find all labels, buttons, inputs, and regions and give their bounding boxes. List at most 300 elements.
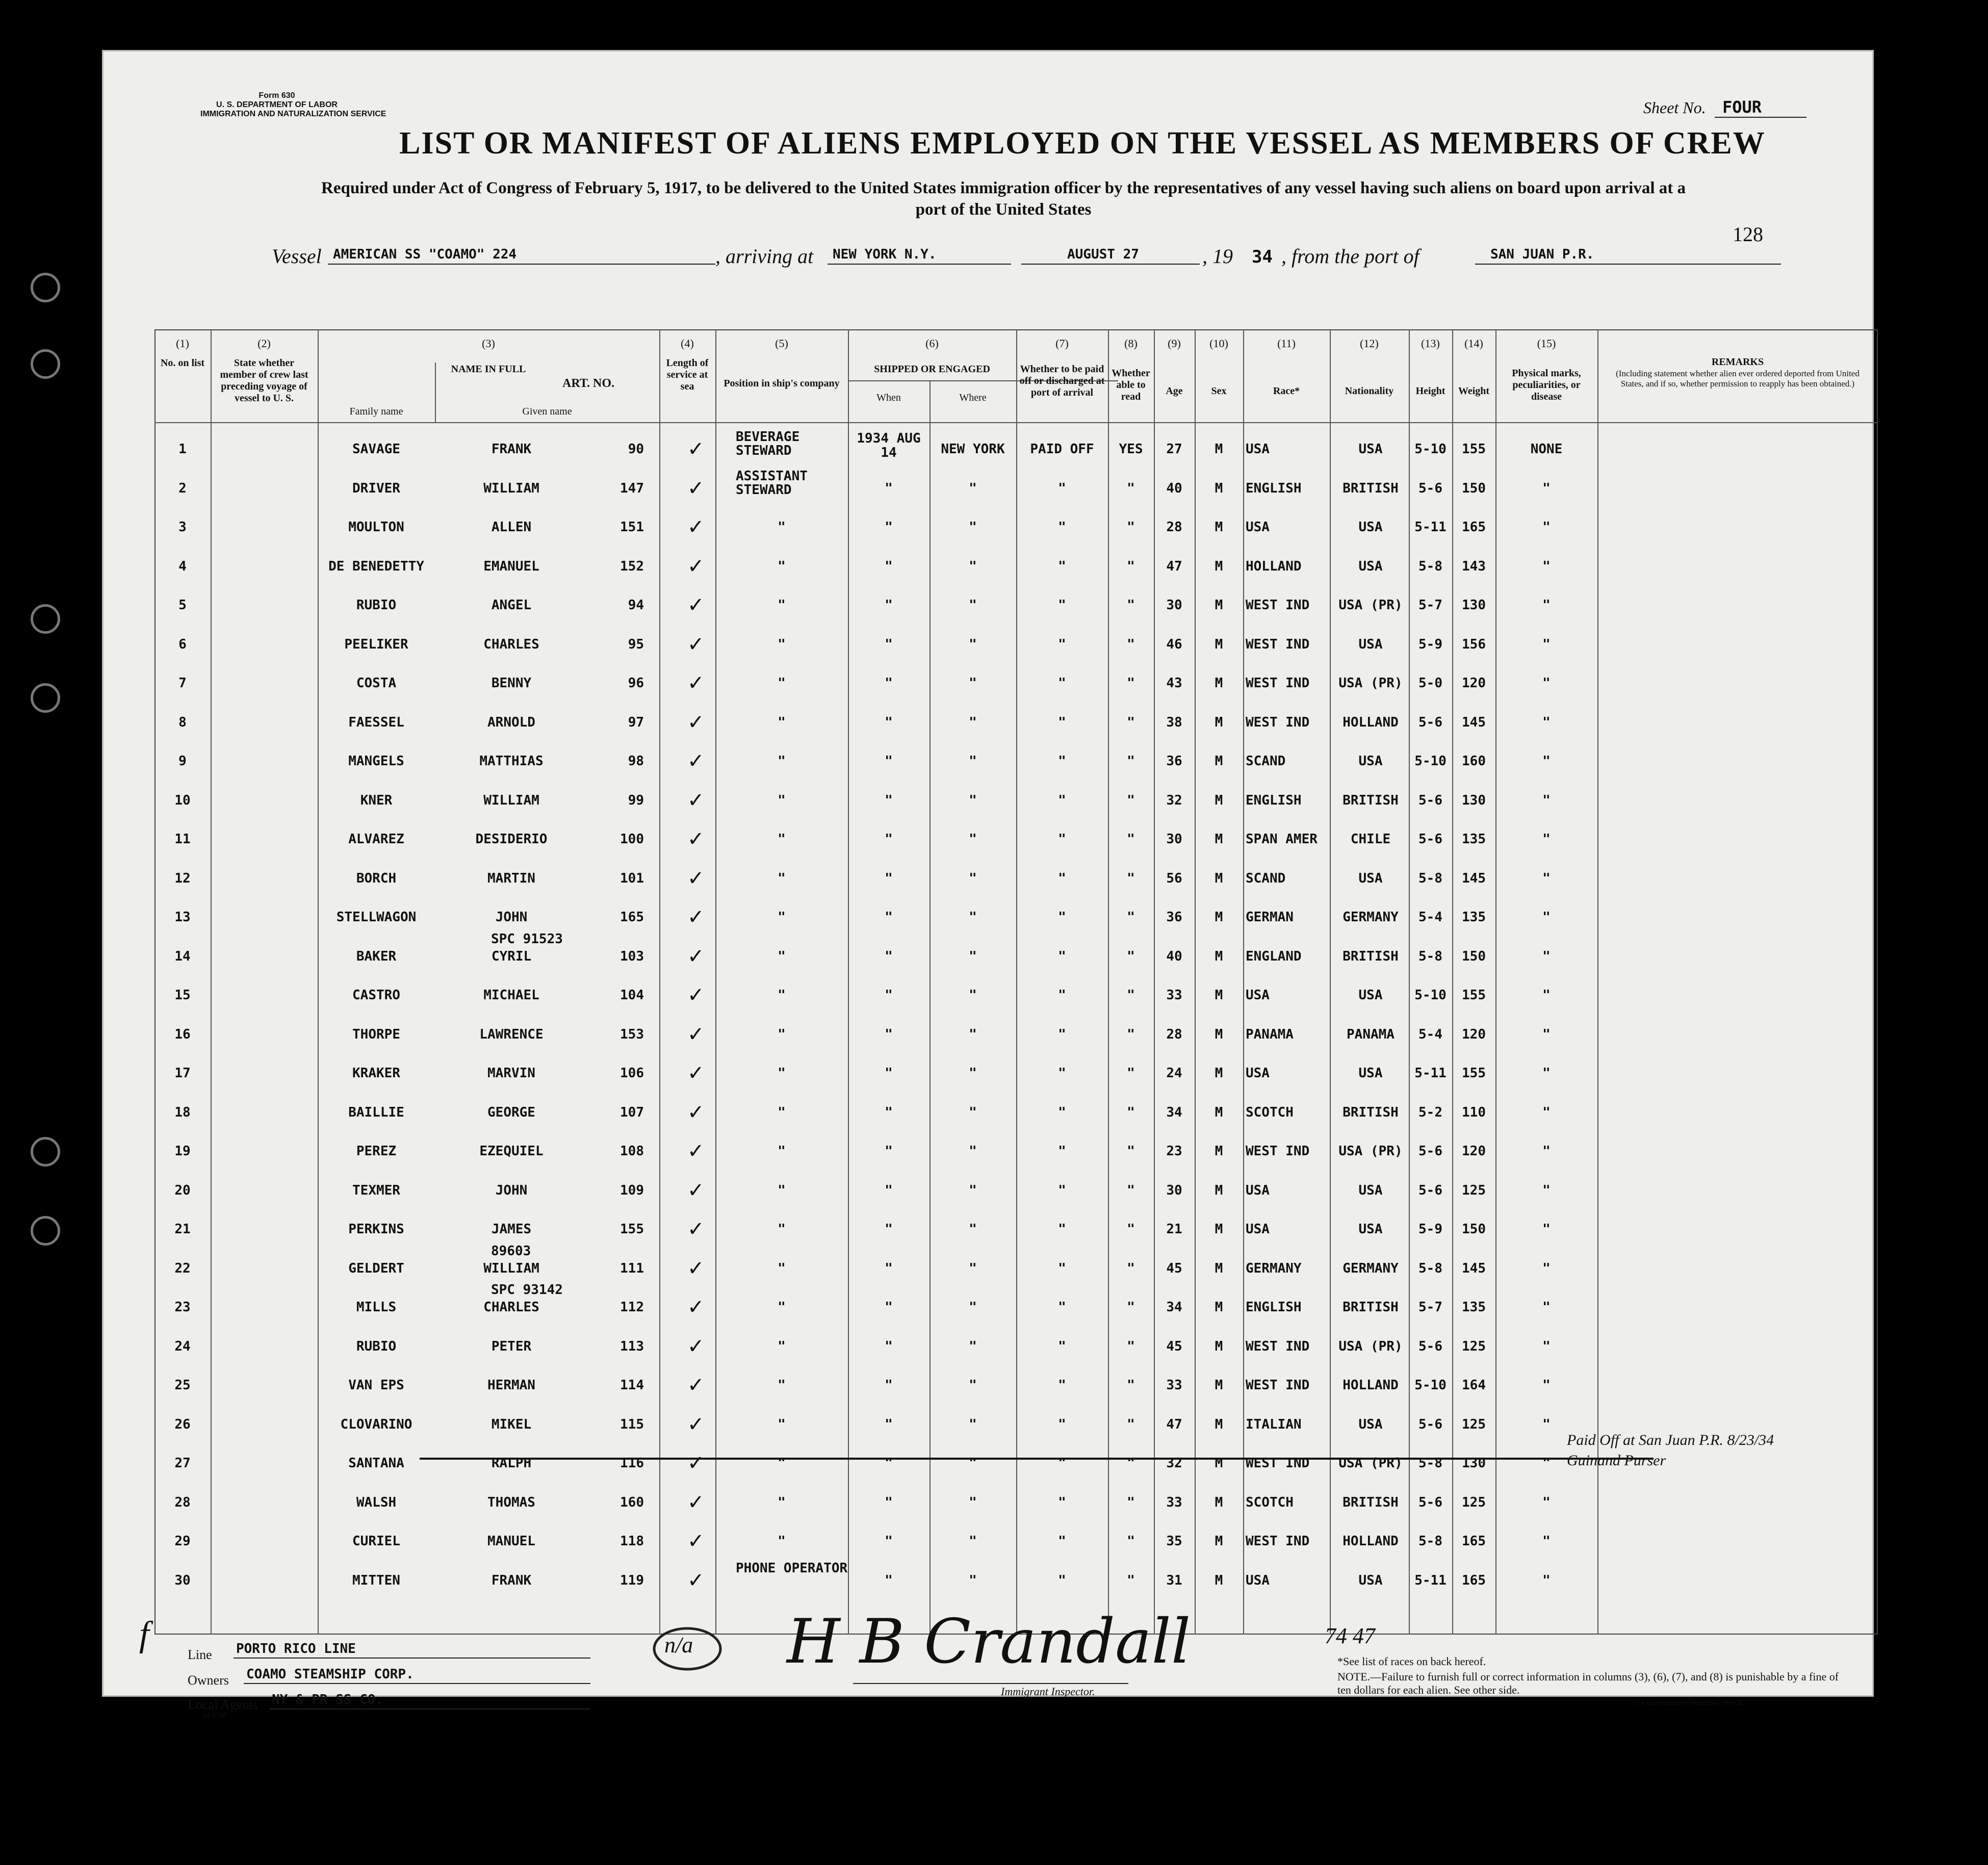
table-row: [104, 1334, 1875, 1378]
given-name: MARTIN: [487, 870, 535, 886]
shipped-when: ": [885, 1416, 893, 1432]
height: 5-6: [1418, 480, 1442, 496]
shipped-where: ": [969, 754, 977, 769]
shipped-when: ": [885, 754, 893, 769]
paid-off: ": [1058, 520, 1066, 535]
age: 34: [1166, 1104, 1182, 1120]
header-crew-status: State whether member of crew last preceding voyage of vessel to U. S.: [220, 357, 308, 404]
position: ": [778, 1378, 786, 1393]
penalty-note: NOTE.—Failure to furnish full or correct information in columns (3), (6), (7), and (8) is punishable by a fine of ten dollars for each alien. See other side.: [1337, 1670, 1839, 1696]
physical-marks: ": [1542, 1104, 1551, 1120]
shipped-when: ": [885, 480, 893, 496]
weight: 110: [1462, 1104, 1486, 1120]
table-row: [104, 1243, 1875, 1300]
col-num-2: (2): [257, 337, 271, 350]
height: 5-8: [1418, 558, 1442, 574]
able-to-read: ": [1127, 480, 1135, 496]
shipped-when: ": [885, 1300, 893, 1315]
art-number: 107: [620, 1104, 644, 1120]
family-name: SAVAGE: [352, 442, 400, 457]
line-underline: [234, 1657, 590, 1659]
age: 30: [1166, 598, 1182, 613]
race: ENGLISH: [1246, 792, 1302, 808]
physical-marks: ": [1542, 1026, 1551, 1042]
nationality: USA: [1358, 988, 1383, 1003]
physical-marks: ": [1542, 910, 1551, 925]
department-name: U. S. DEPARTMENT OF LABOR: [216, 100, 338, 109]
position: PHONE OPERATOR: [736, 1560, 848, 1576]
position: ": [778, 1026, 786, 1042]
check-mark-icon: ✓: [687, 866, 705, 890]
shipped-when: ": [885, 832, 893, 847]
shipped-where: ": [969, 1144, 977, 1159]
race: USA: [1246, 988, 1270, 1003]
nationality: USA: [1358, 1182, 1383, 1198]
check-mark-icon: ✓: [687, 827, 705, 851]
physical-marks: ": [1542, 636, 1551, 652]
art-number: 99: [628, 792, 644, 808]
able-to-read: ": [1127, 1572, 1135, 1588]
position: ": [778, 754, 786, 769]
shipped-where: ": [969, 1572, 977, 1588]
check-mark-icon: ✓: [687, 1061, 705, 1085]
check-mark-icon: ✓: [687, 788, 705, 812]
paid-off: ": [1058, 1456, 1066, 1471]
shipped-when: ": [885, 1026, 893, 1042]
shipped-when: ": [885, 1144, 893, 1159]
age: 33: [1166, 1494, 1182, 1510]
shipped-when: ": [885, 714, 893, 730]
nationality: GERMANY: [1342, 910, 1399, 925]
position: ": [778, 988, 786, 1003]
row-number: 20: [174, 1182, 191, 1198]
family-name: WALSH: [356, 1494, 397, 1510]
nationality: BRITISH: [1342, 948, 1399, 964]
given-name: MIKEL: [491, 1416, 532, 1432]
vessel-underline: [328, 264, 715, 265]
check-mark-icon: ✓: [687, 1296, 705, 1319]
shipped-when: ": [885, 1456, 893, 1471]
row-number: 16: [174, 1026, 191, 1042]
given-name: MANUEL: [487, 1534, 535, 1549]
paid-off: ": [1058, 792, 1066, 808]
position: ": [778, 1416, 786, 1432]
art-number: 112: [620, 1300, 644, 1315]
given-name: ALLEN: [491, 520, 532, 535]
age: 27: [1166, 442, 1182, 457]
race: GERMAN: [1246, 910, 1294, 925]
shipped-when: ": [885, 870, 893, 886]
shipped-where: ": [969, 714, 977, 730]
given-name: CYRIL: [491, 948, 532, 964]
family-name: VAN EPS: [348, 1378, 404, 1393]
check-mark-icon: ✓: [687, 476, 705, 500]
family-name: SANTANA: [348, 1456, 404, 1471]
service-name: IMMIGRATION AND NATURALIZATION SERVICE: [200, 110, 386, 118]
art-number: 101: [620, 870, 644, 886]
check-mark-icon: ✓: [687, 1452, 705, 1475]
able-to-read: ": [1127, 598, 1135, 613]
height: 5-6: [1418, 1416, 1442, 1432]
check-mark-icon: ✓: [687, 632, 705, 656]
table-row: [104, 515, 1875, 558]
strike-through-line: [420, 1458, 1654, 1460]
check-mark-icon: ✓: [687, 1568, 705, 1592]
printer-credit: U. S. GOVERNMENT PRINTING OFFICE: [1633, 1699, 1743, 1706]
family-name: THORPE: [352, 1026, 400, 1042]
shipped-where: ": [969, 1026, 977, 1042]
row-number: 14: [174, 948, 191, 964]
given-name: WILLIAM: [483, 480, 539, 496]
height: 5-10: [1414, 988, 1447, 1003]
race: PANAMA: [1246, 1026, 1294, 1042]
shipped-when: ": [885, 1338, 893, 1354]
able-to-read: ": [1127, 1534, 1135, 1549]
position: ": [778, 948, 786, 964]
height: 5-8: [1418, 1456, 1442, 1471]
signature-underline: [853, 1683, 1128, 1684]
col-num-6: (6): [925, 337, 939, 350]
family-name: DRIVER: [352, 480, 400, 496]
height: 5-8: [1418, 1534, 1442, 1549]
arrival-date: AUGUST 27: [1067, 247, 1139, 262]
arriving-label: , arriving at: [715, 245, 814, 268]
nationality: USA (PR): [1338, 676, 1403, 691]
family-name: TEXMER: [352, 1182, 400, 1198]
sex: M: [1215, 1144, 1223, 1159]
given-name: PETER: [491, 1338, 532, 1354]
age: 36: [1166, 754, 1182, 769]
height: 5-8: [1418, 1260, 1442, 1276]
weight: 120: [1462, 676, 1486, 691]
vessel-label: Vessel: [272, 245, 322, 268]
height: 5-6: [1418, 1144, 1442, 1159]
race: WEST IND: [1246, 1378, 1310, 1393]
able-to-read: ": [1127, 1338, 1135, 1354]
line-value: PORTO RICO LINE: [236, 1641, 356, 1656]
weight: 150: [1462, 948, 1486, 964]
table-row: [104, 1560, 1875, 1612]
height: 5-0: [1418, 676, 1442, 691]
age: 46: [1166, 636, 1182, 652]
physical-marks: ": [1542, 1222, 1551, 1237]
header-name-in-full: NAME IN FULL: [451, 364, 526, 375]
position: ": [778, 1300, 786, 1315]
position: ": [778, 1066, 786, 1081]
arriving-port: NEW YORK N.Y.: [833, 247, 937, 262]
shipped-where: ": [969, 910, 977, 925]
check-mark-icon: ✓: [687, 1374, 705, 1397]
race: ENGLISH: [1246, 480, 1302, 496]
age: 30: [1166, 1182, 1182, 1198]
race: ENGLISH: [1246, 1300, 1302, 1315]
paid-off: ": [1058, 948, 1066, 964]
family-name: ALVAREZ: [348, 832, 404, 847]
paid-off: ": [1058, 1416, 1066, 1432]
race: WEST IND: [1246, 1338, 1310, 1354]
age: 33: [1166, 988, 1182, 1003]
age: 31: [1166, 1572, 1182, 1588]
shipped-when: ": [885, 1494, 893, 1510]
age: 24: [1166, 1066, 1182, 1081]
nationality: USA (PR): [1338, 598, 1403, 613]
table-row: [104, 866, 1875, 910]
physical-marks: ": [1542, 792, 1551, 808]
race: WEST IND: [1246, 1144, 1310, 1159]
position: ": [778, 1338, 786, 1354]
shipped-when: ": [885, 558, 893, 574]
family-name: RUBIO: [356, 1338, 397, 1354]
race-note: *See list of races on back hereof.: [1337, 1655, 1486, 1668]
row-number: 6: [178, 636, 187, 652]
table-row: [104, 1282, 1875, 1338]
given-name: RALPH: [491, 1456, 532, 1471]
family-name: MILLS: [356, 1300, 397, 1315]
paid-off: ": [1058, 754, 1066, 769]
row-number: 15: [174, 988, 191, 1003]
given-name: LAWRENCE: [479, 1026, 544, 1042]
row-number: 3: [178, 520, 187, 535]
check-mark-icon: ✓: [687, 710, 705, 734]
race: WEST IND: [1246, 1534, 1310, 1549]
remark-handwritten: Paid Off at San Juan P.R. 8/23/34 Guinand Purser: [1567, 1432, 1774, 1469]
row-number: 30: [174, 1572, 191, 1588]
shipped-where: ": [969, 988, 977, 1003]
row-number: 4: [178, 558, 187, 574]
race: USA: [1246, 442, 1270, 457]
position: ": [778, 1534, 786, 1549]
race: USA: [1246, 1572, 1270, 1588]
race: WEST IND: [1246, 1456, 1310, 1471]
nationality: CHILE: [1350, 832, 1391, 847]
art-number: 98: [628, 754, 644, 769]
subtitle-line-1: Required under Act of Congress of February 5, 1917, to be delivered to the United States immigration officer by the representatives of any vessel having such aliens on board upon arrival at a: [321, 179, 1686, 197]
weight: 135: [1462, 1300, 1486, 1315]
weight: 135: [1462, 832, 1486, 847]
shipped-where: ": [969, 1338, 977, 1354]
table-row: [104, 710, 1875, 754]
owners-value: COAMO STEAMSHIP CORP.: [246, 1667, 414, 1682]
family-name: COSTA: [356, 676, 397, 691]
given-name: JOHN: [495, 1182, 528, 1198]
binder-hole: [31, 683, 60, 713]
able-to-read: ": [1127, 754, 1135, 769]
sex: M: [1215, 910, 1223, 925]
col-num-5: (5): [775, 337, 788, 350]
physical-marks: ": [1542, 1572, 1551, 1588]
table-row: [104, 749, 1875, 792]
sex: M: [1215, 1416, 1223, 1432]
weight: 125: [1462, 1182, 1486, 1198]
paid-off: ": [1058, 636, 1066, 652]
row-number: 12: [174, 870, 191, 886]
weight: 165: [1462, 520, 1486, 535]
table-row: [104, 429, 1875, 480]
position: ": [778, 558, 786, 574]
height: 5-10: [1414, 442, 1447, 457]
paid-off: ": [1058, 1338, 1066, 1354]
shipped-when: ": [885, 1066, 893, 1081]
paid-off: PAID OFF: [1030, 442, 1094, 457]
row-number: 28: [174, 1494, 191, 1510]
race: SCAND: [1246, 754, 1286, 769]
given-name: MICHAEL: [483, 988, 539, 1003]
row-number: 11: [174, 832, 191, 847]
race: USA: [1246, 520, 1270, 535]
sex: M: [1215, 1572, 1223, 1588]
col-num-13: (13): [1421, 337, 1440, 350]
able-to-read: ": [1127, 1026, 1135, 1042]
row-number: 9: [178, 754, 187, 769]
family-name: PERKINS: [348, 1222, 404, 1237]
age: 40: [1166, 480, 1182, 496]
nationality: USA: [1358, 1066, 1383, 1081]
handwritten-count: 74 47: [1325, 1623, 1375, 1648]
col-num-8: (8): [1124, 337, 1138, 350]
row-number: 18: [174, 1104, 191, 1120]
table-row: [104, 905, 1875, 948]
paid-off: ": [1058, 1104, 1066, 1120]
shipped-when: ": [885, 1104, 893, 1120]
race: WEST IND: [1246, 714, 1310, 730]
age: 45: [1166, 1338, 1182, 1354]
race: ITALIAN: [1246, 1416, 1302, 1432]
check-mark-icon: ✓: [687, 1100, 705, 1124]
sex: M: [1215, 1378, 1223, 1393]
given-name: EMANUEL: [483, 558, 539, 574]
check-mark-icon: ✓: [687, 983, 705, 1007]
from-port-underline: [1475, 264, 1781, 265]
able-to-read: ": [1127, 988, 1135, 1003]
art-number: 152: [620, 558, 644, 574]
position: ": [778, 676, 786, 691]
given-name: WILLIAM: [483, 1260, 539, 1276]
sex: M: [1215, 442, 1223, 457]
shipped-where: ": [969, 1066, 977, 1081]
shipped-where: ": [969, 520, 977, 535]
art-number: 114: [620, 1378, 644, 1393]
col-num-4: (4): [681, 337, 694, 350]
nationality: BRITISH: [1342, 792, 1399, 808]
able-to-read: ": [1127, 792, 1135, 808]
able-to-read: ": [1127, 948, 1135, 964]
row-number: 10: [174, 792, 191, 808]
check-mark-icon: ✓: [687, 1530, 705, 1553]
paid-off: ": [1058, 1300, 1066, 1315]
weight: 150: [1462, 1222, 1486, 1237]
able-to-read: YES: [1119, 442, 1143, 457]
age: 56: [1166, 870, 1182, 886]
nationality: GERMANY: [1342, 1260, 1399, 1276]
height: 5-11: [1414, 1572, 1447, 1588]
position: ": [778, 714, 786, 730]
position: ": [778, 910, 786, 925]
position: ": [778, 870, 786, 886]
table-row: [104, 1490, 1875, 1534]
weight: 145: [1462, 1260, 1486, 1276]
race: ENGLAND: [1246, 948, 1302, 964]
race: SCAND: [1246, 870, 1286, 886]
family-name: CURIEL: [352, 1534, 400, 1549]
height: 5-2: [1418, 1104, 1442, 1120]
form-agency-block: [200, 91, 386, 119]
sex: M: [1215, 1534, 1223, 1549]
paid-off: ": [1058, 1222, 1066, 1237]
physical-marks: ": [1542, 832, 1551, 847]
sex: M: [1215, 636, 1223, 652]
shipped-where: ": [969, 1378, 977, 1393]
nationality: BRITISH: [1342, 1300, 1399, 1315]
weight: 165: [1462, 1534, 1486, 1549]
shipped-where: ": [969, 636, 977, 652]
check-mark-icon: ✓: [687, 905, 705, 929]
row-annotation: SPC 93142: [491, 1282, 563, 1298]
col-num-3: (3): [482, 337, 495, 350]
art-number: 100: [620, 832, 644, 847]
given-name: EZEQUIEL: [479, 1144, 544, 1159]
physical-marks: ": [1542, 754, 1551, 769]
binder-hole: [31, 604, 60, 634]
nationality: HOLLAND: [1342, 1378, 1399, 1393]
art-number: 151: [620, 520, 644, 535]
nationality: USA: [1358, 1222, 1383, 1237]
shipped-where: ": [969, 1300, 977, 1315]
sex: M: [1215, 1066, 1223, 1081]
weight: 155: [1462, 1066, 1486, 1081]
form-code: 14-1340: [203, 1712, 227, 1719]
sex: M: [1215, 1182, 1223, 1198]
position: ": [778, 520, 786, 535]
able-to-read: ": [1127, 520, 1135, 535]
race: USA: [1246, 1182, 1270, 1198]
sex: M: [1215, 1338, 1223, 1354]
row-number: 29: [174, 1534, 191, 1549]
row-annotation: 89603: [491, 1243, 531, 1259]
race: HOLLAND: [1246, 558, 1302, 574]
check-mark-icon: ✓: [687, 515, 705, 539]
height: 5-7: [1418, 1300, 1442, 1315]
physical-marks: NONE: [1530, 442, 1563, 457]
art-number: 118: [620, 1534, 644, 1549]
height: 5-6: [1418, 832, 1442, 847]
physical-marks: ": [1542, 558, 1551, 574]
height: 5-6: [1418, 792, 1442, 808]
shipped-where: ": [969, 1104, 977, 1120]
table-row: [104, 827, 1875, 870]
paid-off: ": [1058, 1572, 1066, 1588]
height: 5-10: [1414, 1378, 1447, 1393]
nationality: USA (PR): [1338, 1338, 1403, 1354]
given-name: JOHN: [495, 910, 528, 925]
weight: 130: [1462, 598, 1486, 613]
paid-off: ": [1058, 1494, 1066, 1510]
physical-marks: ": [1542, 1300, 1551, 1315]
height: 5-4: [1418, 910, 1442, 925]
binder-hole: [31, 273, 60, 302]
table-row: [104, 1022, 1875, 1066]
nationality: USA: [1358, 1416, 1383, 1432]
physical-marks: ": [1542, 480, 1551, 496]
able-to-read: ": [1127, 1494, 1135, 1510]
row-number: 2: [178, 480, 187, 496]
race: USA: [1246, 1222, 1270, 1237]
physical-marks: ": [1542, 1144, 1551, 1159]
art-number: 103: [620, 948, 644, 964]
owners-label: Owners: [188, 1673, 229, 1688]
header-no-on-list: No. on list: [160, 357, 205, 369]
physical-marks: ": [1542, 1456, 1551, 1471]
paid-off: ": [1058, 714, 1066, 730]
